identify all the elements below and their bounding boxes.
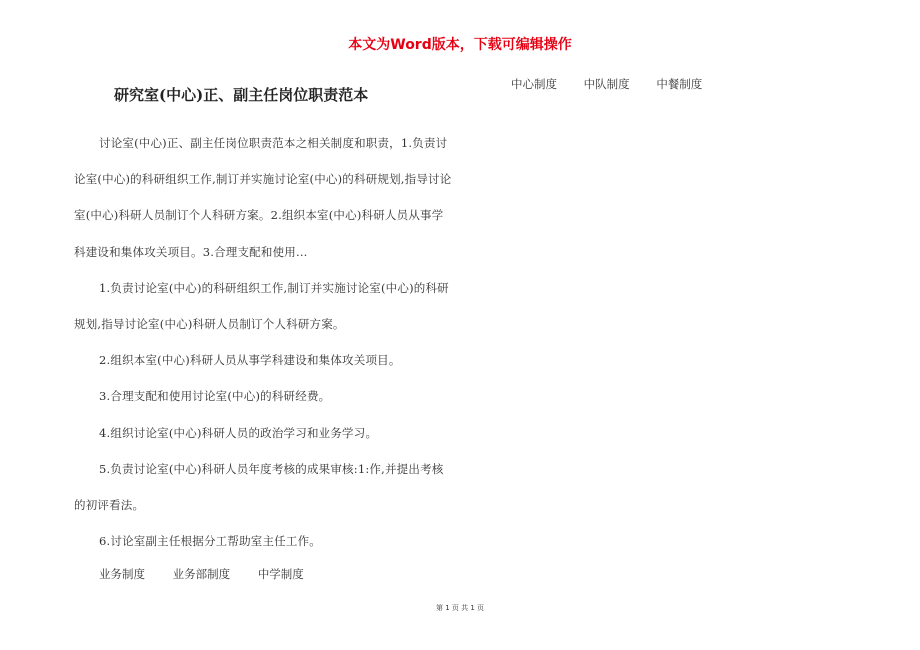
- paragraph-item-3: 3.合理支配和使用讨论室(中心)的科研经费。: [99, 389, 331, 404]
- related-links-top: [511, 76, 725, 92]
- paragraph-item-4: 4.组织讨论室(中心)科研人员的政治学习和业务学习。: [99, 425, 378, 440]
- download-banner: 本文为Word版本，下载可编辑操作: [348, 37, 572, 53]
- link-center-rules[interactable]: 中心制度: [511, 77, 557, 91]
- link-business-rules[interactable]: 业务制度: [99, 567, 145, 581]
- page-number-footer: 第 1 页 共 1 页: [435, 604, 485, 612]
- paragraph-item-1: 1.负责讨论室(中心)的科研组织工作,制订并实施讨论室(中心)的科研规划,指导讨论室(中心)科研人员制订个人科研方案。: [74, 280, 449, 332]
- link-middle-school-rules[interactable]: 中学制度: [257, 567, 304, 581]
- related-links-bottom: [99, 566, 328, 582]
- link-business-dept-rules[interactable]: 业务部制度: [172, 567, 231, 581]
- paragraph-item-5: 5.负责讨论室(中心)科研人员年度考核的成果审核:1:作,并提出考核的初评看法。: [74, 461, 444, 513]
- paragraph-item-2: 2.组织本室(中心)科研人员从事学科建设和集体攻关项目。: [99, 353, 401, 368]
- document-body: [74, 125, 454, 559]
- link-squad-rules[interactable]: 中队制度: [583, 77, 630, 91]
- document-title: 研究室(中心)正、副主任岗位职责范本: [114, 86, 369, 104]
- paragraph-summary: 讨论室(中心)正、副主任岗位职责范本之相关制度和职责，1.负责讨论室(中心)的科研组织工作,制订并实施讨论室(中心)的科研规划,指导讨论室(中心)科研人员制订个人科研方案。2.组织本室(中心)科研人员从事学科建设和集体攻关项目。3.合理支配和使用...: [74, 136, 452, 259]
- link-lunch-rules[interactable]: 中餐制度: [656, 77, 703, 91]
- paragraph-item-6: 6.讨论室副主任根据分工帮助室主任工作。: [99, 534, 321, 549]
